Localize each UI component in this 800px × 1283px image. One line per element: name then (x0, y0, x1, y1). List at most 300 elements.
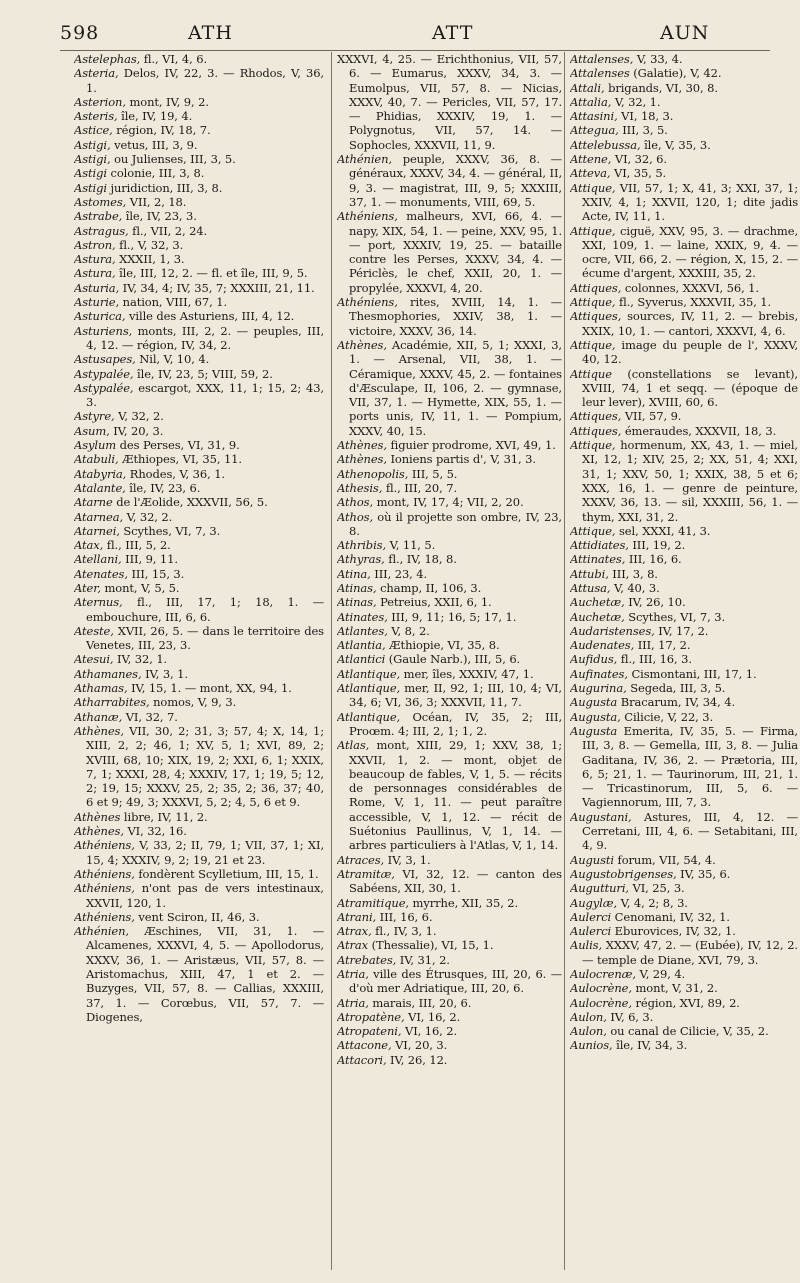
entry-headword: Astron, (74, 237, 116, 252)
entry-headword: Attiques, (570, 280, 622, 295)
entry-references: ville des Étrusques, III, 20, 6. — d'où mer Adriatique, III, 20, 6. (349, 967, 562, 996)
entry-headword: Ateste, (74, 623, 114, 638)
entry-headword: Attique, (570, 438, 616, 453)
entry-references: VI, 32, 7. (122, 709, 178, 724)
entry-references: Cilicie, V, 22, 3. (620, 709, 714, 724)
index-entry (570, 938, 798, 967)
entry-headword: Athéniens, (74, 866, 135, 881)
index-entry (337, 152, 562, 209)
entry-references: VI, 16, 2. (404, 1009, 461, 1024)
index-entry (570, 552, 798, 566)
entry-references: IV, 20, 3. (109, 423, 164, 438)
index-entry (337, 738, 562, 852)
entry-headword: Atinas, (337, 580, 377, 595)
index-column-1 (74, 52, 324, 1270)
entry-headword: Ater, (74, 580, 101, 595)
entry-references: figuier prodrome, XVI, 49, 1. (386, 438, 556, 453)
entry-headword: Atabyria, (74, 466, 127, 481)
entry-headword: Astyre, (74, 409, 115, 424)
index-entry (337, 552, 562, 566)
index-entry (74, 595, 324, 624)
entry-headword: Asterion, (74, 94, 126, 109)
entry-headword: Athyras, (337, 552, 385, 567)
entry-headword: Augusti (570, 852, 614, 867)
entry-headword: Aulocrène, (570, 981, 632, 996)
index-entry (74, 181, 324, 195)
entry-headword: Aulocrenæ, (570, 967, 636, 981)
index-entry (74, 567, 324, 581)
entry-headword: Augylæ, (570, 895, 618, 910)
index-entry (337, 338, 562, 438)
entry-references: V, 40, 3. (610, 580, 660, 595)
index-entry (74, 481, 324, 495)
entry-headword: Augustobrigenses, (570, 866, 677, 881)
entry-headword: Attalenses, (570, 52, 634, 66)
index-entry (74, 695, 324, 709)
index-entry (570, 409, 798, 423)
entry-headword: Athamas, (74, 681, 128, 696)
entry-references: Delos, IV, 22, 3. — Rhodos, V, 36, 1. (86, 66, 324, 95)
entry-references: île, III, 12, 2. — fl. et île, III, 9, 5. (115, 266, 308, 281)
entry-headword: Atinates, (337, 609, 388, 624)
entry-references: Académie, XII, 5, 1; XXXI, 3, 1. — Arsenal, VII, 38, 1. — Céramique, XXXV, 45, 2. — fontaines d'Æsculape, II, 106, 2. — gymnase, VII, 37, 1. — Hymette, XIX, 55, 1. — ports unis, IV, 11, 1. — Pompium, XXXV, 40, 15. (349, 337, 562, 438)
index-entry (337, 595, 562, 609)
entry-references: monts, III, 2, 2. — peuples, III, 4, 12. — région, IV, 34, 2. (86, 323, 324, 352)
entry-references: nomos, V, 9, 3. (149, 695, 237, 710)
index-entry (570, 967, 798, 981)
index-entry (570, 367, 798, 410)
entry-headword: Attalenses (570, 66, 630, 81)
index-entry (570, 567, 798, 581)
entry-headword: Auchetæ, (570, 609, 625, 624)
entry-headword: Augutturi, (570, 881, 629, 896)
entry-references: Nil, V, 10, 4. (135, 352, 210, 367)
entry-references: (constellations se levant), XVIII, 74, 1 et seqq. — (époque de leur lever), XVIII, 60, 6. (582, 366, 798, 410)
index-entry (74, 209, 324, 223)
index-entry (337, 938, 562, 952)
entry-headword: Asturiens, (74, 323, 133, 338)
entry-references: image du peuple de l', XXXV, 40, 12. (582, 337, 798, 367)
entry-headword: Astice, (74, 123, 113, 138)
entry-references: sources, IV, 11, 2. — brebis, XXIX, 10, 1. — cantori, XXXVI, 4, 6. (582, 309, 798, 338)
entry-headword: Athènes, (337, 337, 387, 352)
entry-references: VI, 25, 3. (628, 881, 685, 896)
index-entry (570, 996, 798, 1010)
entry-headword: Atlantique, (337, 666, 401, 681)
entry-headword: Atenates, (74, 566, 128, 581)
entry-headword: Atlas, (337, 738, 370, 753)
entry-references: n'ont pas de vers intestinaux, XXVII, 120, 1. (86, 881, 324, 910)
entry-references: fl., III, 16, 3. (617, 652, 692, 667)
entry-references: IV, 34, 4; IV, 35, 7; XXXIII, 21, 11. (119, 280, 315, 295)
entry-references: XXXV, 47, 2. — (Eubée), IV, 12, 2. — temple de Diane, XVI, 79, 3. (582, 938, 798, 967)
entry-references: III, 5, 5. (408, 466, 458, 481)
entry-headword: Augustani, (570, 809, 632, 824)
entry-references: vetus, III, 3, 9. (110, 137, 198, 152)
entry-headword: Asteria, (74, 66, 119, 81)
entry-headword: Attalia, (570, 94, 612, 109)
index-entry (337, 867, 562, 896)
index-entry (74, 681, 324, 695)
entry-headword: Athéniens, (74, 838, 135, 853)
entry-headword: Athamanes, (74, 666, 142, 681)
entry-references: escargot, XXX, 11, 1; 15, 2; 43, 3. (86, 380, 324, 410)
index-columns (74, 52, 798, 1277)
index-entry (570, 295, 798, 309)
entry-headword: Astragus, (74, 223, 129, 238)
entry-headword: Asturie, (74, 295, 120, 310)
entry-references: Scythes, VI, 7, 3. (624, 609, 726, 624)
entry-headword: Augusta, (570, 709, 621, 724)
entry-references: III, 3, 5. (618, 123, 668, 138)
index-entry (74, 824, 324, 838)
entry-references: Eburovices, IV, 32, 1. (611, 924, 736, 939)
running-head-left: ATH (188, 22, 233, 44)
index-entry (570, 281, 798, 295)
index-entry (74, 667, 324, 681)
entry-references: mont, XIII, 29, 1; XXV, 38, 1; XXVII, 1, 2. — mont, objet de beaucoup de fables, V, 1, 5. — récits de personnages considérables de Rome, V, 1, 11. — peut paraître accessible, V, 1, 12. — récit de Suétonius Paullinus, V, 1, 14. — arbres particuliers à l'Atlas, V, 1, 14. (349, 738, 562, 853)
entry-headword: Atropateni, (337, 1024, 402, 1039)
entry-headword: Atax, (74, 538, 104, 553)
entry-headword: Attacone, (337, 1038, 392, 1053)
entry-references: III, 9, 11; 16, 5; 17, 1. (387, 609, 517, 624)
index-entry (74, 109, 324, 123)
entry-references: Æthiopes, VI, 35, 11. (118, 452, 242, 467)
entry-references: fl., III, 5, 2. (103, 538, 171, 553)
index-entry (570, 338, 798, 367)
index-entry (337, 896, 562, 910)
entry-references: III, 19, 2. (628, 538, 686, 553)
index-entry (74, 166, 324, 180)
index-entry (570, 581, 798, 595)
entry-headword: Astusapes, (74, 352, 136, 367)
entry-headword: Attiques, (570, 309, 622, 324)
index-entry (337, 438, 562, 452)
entry-headword: Attique (570, 366, 612, 381)
entry-headword: Attidiates, (570, 538, 629, 553)
entry-references: VII, 57, 9. (621, 409, 682, 424)
index-entry (74, 252, 324, 266)
index-entry (337, 853, 562, 867)
index-entry (74, 238, 324, 252)
entry-references: (Gaule Narb.), III, 5, 6. (385, 652, 521, 667)
entry-headword: Asturica, (74, 309, 126, 324)
index-entry (74, 924, 324, 1024)
index-entry (74, 581, 324, 595)
index-entry (74, 452, 324, 466)
entry-references: V, 33, 4. (633, 52, 683, 66)
index-entry (74, 495, 324, 509)
entry-references: ou canal de Cilicie, V, 35, 2. (606, 1024, 769, 1039)
index-entry (74, 810, 324, 824)
entry-references: Æschines, VII, 31, 1. — Alcamenes, XXXVI, 4, 5. — Apollodorus, XXXV, 36, 1. — Aristæus, VII, 57, 8. — Aristomachus, XIII, 47, 1 et 2. — Buzyges, VII, 57, 8. — Callias, XXXIII, 37, 1. — Corœbus, VII, 57, 7. — Diogenes, (86, 924, 324, 1024)
entry-references: III, 16, 6. (625, 552, 682, 567)
entry-references: IV, 26, 10. (624, 595, 686, 610)
index-entry (337, 452, 562, 466)
entry-references: III, 15, 3. (127, 566, 185, 581)
entry-references: fl., VI, 4, 6. (140, 52, 208, 66)
entry-references: V, 29, 4. (635, 967, 686, 981)
index-entry (570, 810, 798, 853)
entry-headword: Astigi (74, 166, 107, 181)
entry-headword: Atesui, (74, 652, 114, 667)
entry-references: mer, îles, XXXIV, 47, 1. (400, 666, 534, 681)
index-entry (570, 624, 798, 638)
index-entry (570, 981, 798, 995)
entry-references: Astures, III, 4, 12. — Cerretani, III, 4, 6. — Setabitani, III, 4, 9. (582, 809, 798, 853)
entry-headword: Astigi (74, 180, 107, 195)
index-entry (570, 152, 798, 166)
entry-headword: Athènes, (337, 452, 387, 467)
entry-references: île, IV, 23, 3. (122, 209, 197, 224)
entry-headword: Attasini, (570, 109, 618, 124)
entry-headword: Aulerci (570, 909, 612, 924)
entry-references: Bracarum, IV, 34, 4. (617, 695, 736, 710)
entry-references: VI, 16, 2. (401, 1024, 458, 1039)
entry-references: IV, 6, 3. (606, 1009, 654, 1024)
index-entry (570, 910, 798, 924)
entry-references: marais, III, 20, 6. (368, 995, 472, 1010)
index-entry (337, 652, 562, 666)
index-entry (74, 652, 324, 666)
index-entry (570, 881, 798, 895)
index-entry (74, 838, 324, 867)
entry-references: VI, 18, 3. (617, 109, 674, 124)
entry-references: fl., IV, 18, 8. (384, 552, 457, 567)
entry-headword: Audenates, (570, 638, 635, 653)
entry-references: mer, II, 92, 1; III, 10, 4; VI, 34, 6; VI, 36, 3; XXXVII, 11, 7. (349, 681, 562, 710)
entry-references: III, 9, 11. (121, 552, 178, 567)
entry-headword: Attegua, (570, 123, 619, 138)
entry-headword: Auchetæ, (570, 595, 625, 610)
entry-headword: Athenopolis, (337, 466, 409, 481)
index-entry (570, 224, 798, 281)
entry-references: IV, 35, 6. (676, 866, 731, 881)
entry-references: Rhodes, V, 36, 1. (126, 466, 225, 481)
entry-headword: Athesis, (337, 480, 383, 495)
entry-headword: Athéniens, (337, 209, 398, 224)
index-entry (337, 681, 562, 710)
index-entry (74, 123, 324, 137)
entry-headword: Athènes, (337, 438, 387, 453)
entry-references: mont, IV, 17, 4; VII, 2, 20. (373, 495, 524, 510)
page-header (60, 16, 770, 51)
entry-references: peuple, XXXV, 36, 8. — généraux, XXXV, 34, 4. — général, II, 9, 3. — magistrat, III, 9, 5; XXXIII, 37, 1. — monuments, VIII, 69, 5. (349, 152, 562, 209)
entry-headword: Aulis, (570, 938, 603, 953)
entry-headword: Aulerci (570, 924, 612, 939)
index-entry (74, 524, 324, 538)
index-entry (74, 424, 324, 438)
entry-references: VI, 35, 5. (610, 166, 667, 181)
index-entry (570, 95, 798, 109)
entry-references: XXXII, 1, 3. (115, 252, 185, 267)
entry-headword: Aulon, (570, 1009, 607, 1024)
entry-references: libre, IV, 11, 2. (120, 809, 208, 824)
entry-references: Emerita, IV, 35, 5. — Firma, III, 3, 8. — Gemella, III, 3, 8. — Julia Gaditana, IV, 36, 2. — Prætoria, III, 6, 5; 21, 1. — Taurinorum, III, 21, 1. — Tricastinorum, III, 5, 6. — Vagiennorum, III, 7, 3. (582, 723, 798, 810)
index-entry (337, 1038, 562, 1052)
entry-references: IV, 3, 1. (141, 666, 188, 681)
entry-references: VI, 32, 16. (123, 824, 187, 839)
index-entry (74, 66, 324, 95)
index-entry (74, 309, 324, 323)
entry-headword: Atarnea, (74, 509, 124, 524)
entry-headword: Atalante, (74, 480, 126, 495)
entry-headword: Attelebussa, (570, 137, 641, 152)
entry-references: XVII, 26, 5. — dans le territoire des Venetes, III, 23, 3. (86, 623, 324, 653)
index-entry (570, 123, 798, 137)
entry-references: VII, 57, 1; X, 41, 3; XXI, 37, 1; XXIV, 4, 1; XXVII, 120, 1; dite jadis Acte, IV, 11, 1. (582, 180, 798, 224)
column-divider (331, 52, 332, 1270)
entry-references: région, IV, 18, 7. (112, 123, 211, 138)
entry-headword: Atinas, (337, 595, 377, 610)
index-column-3 (570, 52, 798, 1270)
index-entry (74, 367, 324, 381)
index-entry (74, 152, 324, 166)
entry-references: ciguë, XXV, 95, 3. — drachme, XXI, 109, 1. — laine, XXIX, 9, 4. — ocre, VII, 66, 2. — région, X, 15, 2. — écume d'argent, XXXIII, 35, 2. (582, 223, 798, 281)
entry-references: nation, VIII, 67, 1. (119, 295, 227, 310)
entry-references: XXXVI, 4, 25. — Erichthonius, VII, 57, 6. — Eumarus, XXXV, 34, 3. — Eumolpus, VII, 57, 8. — Nicias, XXXV, 40, 7. — Pericles, VII, 57, 17. — Phidias, XXXIV, 19, 1. — Polygnotus, VII, 57, 14. — Sophocles, XXXVII, 11, 9. (337, 52, 562, 152)
running-head-center: ATT (432, 22, 474, 44)
entry-headword: Athos, (337, 509, 374, 524)
index-entry (337, 495, 562, 509)
entry-references: région, XVI, 89, 2. (631, 995, 740, 1010)
index-entry (74, 295, 324, 309)
entry-headword: Astelephas, (74, 52, 141, 66)
entry-headword: Attinates, (570, 552, 626, 567)
entry-headword: Atrebates, (337, 952, 397, 967)
entry-references: V, 32, 1. (611, 94, 661, 109)
entry-references: rites, XVIII, 14, 1. — Thesmophories, XXIV, 38, 1. — victoire, XXXV, 36, 14. (349, 295, 562, 338)
index-entry (570, 652, 798, 666)
entry-headword: Attique, (570, 180, 616, 195)
entry-references: fl., IV, 3, 1. (371, 924, 437, 939)
index-entry (570, 166, 798, 180)
entry-references: IV, 15, 1. — mont, XX, 94, 1. (127, 681, 292, 696)
entry-headword: Aulon, (570, 1024, 607, 1039)
running-head-right: AUN (660, 22, 710, 44)
entry-headword: Augusta (570, 723, 618, 738)
index-entry (74, 52, 324, 66)
entry-references: où il projette son ombre, IV, 23, 8. (349, 509, 562, 538)
entry-headword: Aufidus, (570, 652, 618, 667)
index-entry (570, 438, 798, 524)
entry-references: IV, 3, 1. (384, 852, 431, 867)
index-entry (337, 295, 562, 338)
entry-headword: Atlantia, (337, 638, 386, 653)
entry-headword: Atrax, (337, 924, 372, 939)
entry-references: colonnes, XXXVI, 56, 1. (621, 280, 759, 295)
entry-headword: Atlantique, (337, 681, 401, 696)
entry-headword: Atlantique, (337, 709, 401, 724)
index-entry (74, 710, 324, 724)
entry-headword: Attubi, (570, 566, 609, 581)
entry-references: (Galatie), V, 42. (629, 66, 722, 81)
entry-references: forum, VII, 54, 4. (613, 852, 716, 867)
index-entry (74, 467, 324, 481)
index-entry (570, 424, 798, 438)
entry-headword: Astura, (74, 252, 116, 267)
entry-references: fl., Syverus, XXXVII, 35, 1. (615, 295, 772, 310)
entry-headword: Attique, (570, 223, 616, 238)
entry-headword: Atellani, (74, 552, 122, 567)
entry-headword: Astypalée, (74, 380, 134, 395)
entry-references: Ioniens partis d', V, 31, 3. (386, 452, 536, 467)
entry-references: (Thessalie), VI, 15, 1. (368, 938, 494, 953)
index-entry (337, 967, 562, 996)
entry-headword: Asum, (74, 423, 110, 438)
index-entry (570, 695, 798, 709)
entry-headword: Attiques, (570, 423, 622, 438)
entry-references: île, V, 35, 3. (640, 137, 711, 152)
index-entry (74, 724, 324, 810)
index-entry (337, 467, 562, 481)
entry-headword: Attique, (570, 295, 616, 310)
entry-references: île, IV, 23, 5; VIII, 59, 2. (133, 366, 273, 381)
entry-references: III, 3, 8. (608, 566, 658, 581)
index-entry (337, 910, 562, 924)
entry-references: IV, 32, 1. (113, 652, 168, 667)
index-entry (337, 667, 562, 681)
entry-references: VII, 2, 18. (126, 194, 187, 209)
index-entry (570, 181, 798, 224)
entry-headword: Astypalée, (74, 366, 134, 381)
entry-references: ville des Asturiens, III, 4, 12. (125, 309, 295, 324)
entry-headword: Athéniens, (337, 295, 398, 310)
index-column-2 (337, 52, 562, 1270)
entry-headword: Audaristenses, (570, 623, 655, 638)
index-entry (570, 924, 798, 938)
entry-headword: Atina, (337, 566, 371, 581)
index-entry (570, 1024, 798, 1038)
entry-headword: Aufinates, (570, 666, 628, 681)
entry-headword: Atria, (337, 967, 369, 981)
index-entry (337, 481, 562, 495)
entry-headword: Aternus, (74, 595, 123, 610)
entry-headword: Astomes, (74, 194, 127, 209)
entry-headword: Atlantici (337, 652, 386, 667)
entry-headword: Athènes, (74, 723, 124, 738)
index-entry (570, 138, 798, 152)
entry-references: III, 16, 6. (376, 909, 433, 924)
entry-references: III, 23, 4. (370, 566, 428, 581)
entry-references: Scythes, VI, 7, 3. (119, 523, 221, 538)
entry-headword: Aulocrène, (570, 995, 632, 1010)
entry-references: IV, 26, 12. (386, 1052, 448, 1067)
entry-references: V, 32, 2. (114, 409, 164, 424)
entry-headword: Attique, (570, 337, 616, 352)
entry-references: fl., III, 17, 1; 18, 1. — embouchure, III, 6, 6. (86, 595, 324, 624)
index-entry (337, 209, 562, 295)
index-entry (337, 581, 562, 595)
index-entry (337, 996, 562, 1010)
index-entry (570, 681, 798, 695)
entry-headword: Atharrabites, (74, 695, 150, 710)
index-entry (570, 1010, 798, 1024)
index-entry (74, 409, 324, 423)
index-entry (570, 81, 798, 95)
index-entry (337, 638, 562, 652)
entry-references: fl., III, 20, 7. (382, 480, 457, 495)
index-entry (74, 438, 324, 452)
page-number: 598 (60, 22, 100, 44)
entry-headword: Athanæ, (74, 709, 123, 724)
index-entry (337, 624, 562, 638)
entry-headword: Atrani, (337, 909, 377, 924)
entry-headword: Athribis, (337, 538, 387, 553)
entry-references: VI, 32, 6. (611, 152, 667, 167)
entry-references: V, 8, 2. (387, 623, 430, 638)
entry-headword: Aunios, (570, 1038, 613, 1053)
